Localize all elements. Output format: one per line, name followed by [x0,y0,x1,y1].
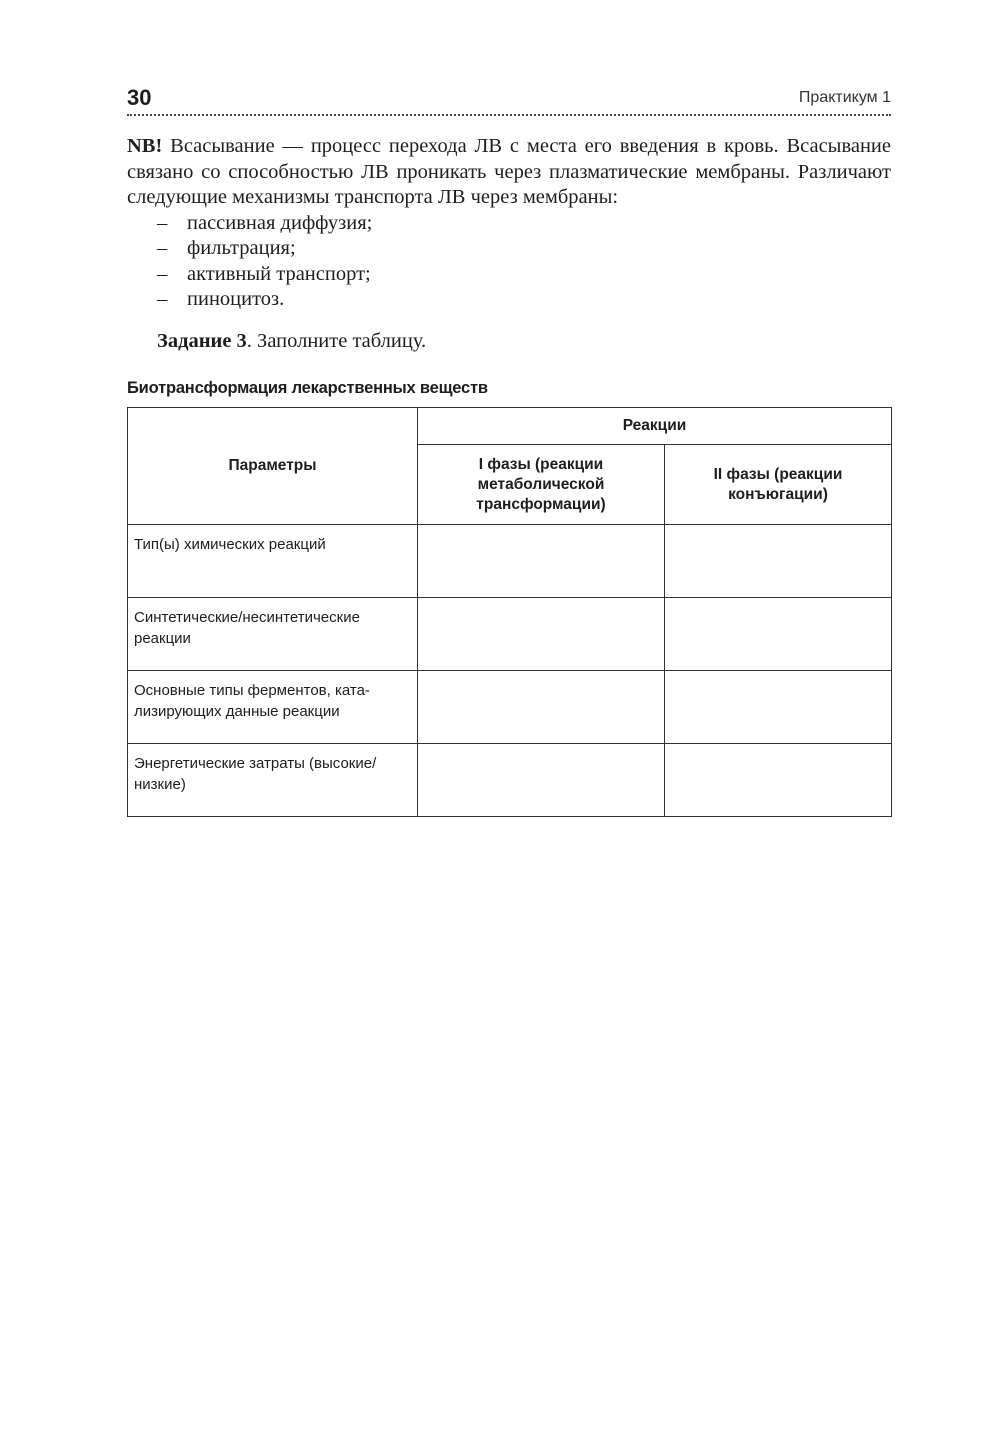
list-item: – пассивная диффузия; [157,211,891,237]
running-title: Практикум 1 [798,89,891,106]
page-header [127,84,891,116]
phase2-cell[interactable] [665,598,892,671]
table-row [128,598,892,671]
param-cell: Синтетические/несинтетические реакции [128,598,418,671]
mechanism-list [127,211,891,313]
table-row [128,744,892,817]
task-label: Задание 3 [157,329,247,352]
nb-paragraph [127,134,891,211]
page-number: 30 [127,85,152,110]
nb-label: NB! [127,135,163,157]
biotransformation-table [127,407,892,817]
table-caption: Биотрансформация лекарственных веществ [127,379,488,397]
table-row [128,525,892,598]
phase1-cell[interactable] [418,598,665,671]
list-item: – пиноцитоз. [157,287,891,313]
header-parameters: Параметры [128,408,418,525]
param-cell: Основные типы ферментов, ката-лизирующих данные реакции [128,671,418,744]
list-item: – активный транспорт; [157,262,891,288]
header-reactions: Реакции [418,408,892,445]
table-row [128,671,892,744]
phase1-cell[interactable] [418,671,665,744]
header-phase-2: II фазы (реакции конъюгации) [665,445,892,525]
phase2-cell[interactable] [665,744,892,817]
phase1-cell[interactable] [418,525,665,598]
header-phase-1: I фазы (реакции метаболической трансформации) [418,445,665,525]
task-paragraph [157,329,891,355]
param-cell: Энергетические затраты (высокие/низкие) [128,744,418,817]
nb-text: Всасывание — процесс перехода ЛВ с места его введения в кровь. Всасывание связано со способностью ЛВ проникать через плазматические мембраны. Различают следующие механизмы транспорта ЛВ через мембраны: [127,135,892,208]
phase2-cell[interactable] [665,525,892,598]
body-text [127,134,891,354]
task-text: . Заполните таблицу. [246,329,427,352]
phase1-cell[interactable] [418,744,665,817]
phase2-cell[interactable] [665,671,892,744]
list-item: – фильтрация; [157,236,891,262]
param-cell: Тип(ы) химических реакций [128,525,418,598]
